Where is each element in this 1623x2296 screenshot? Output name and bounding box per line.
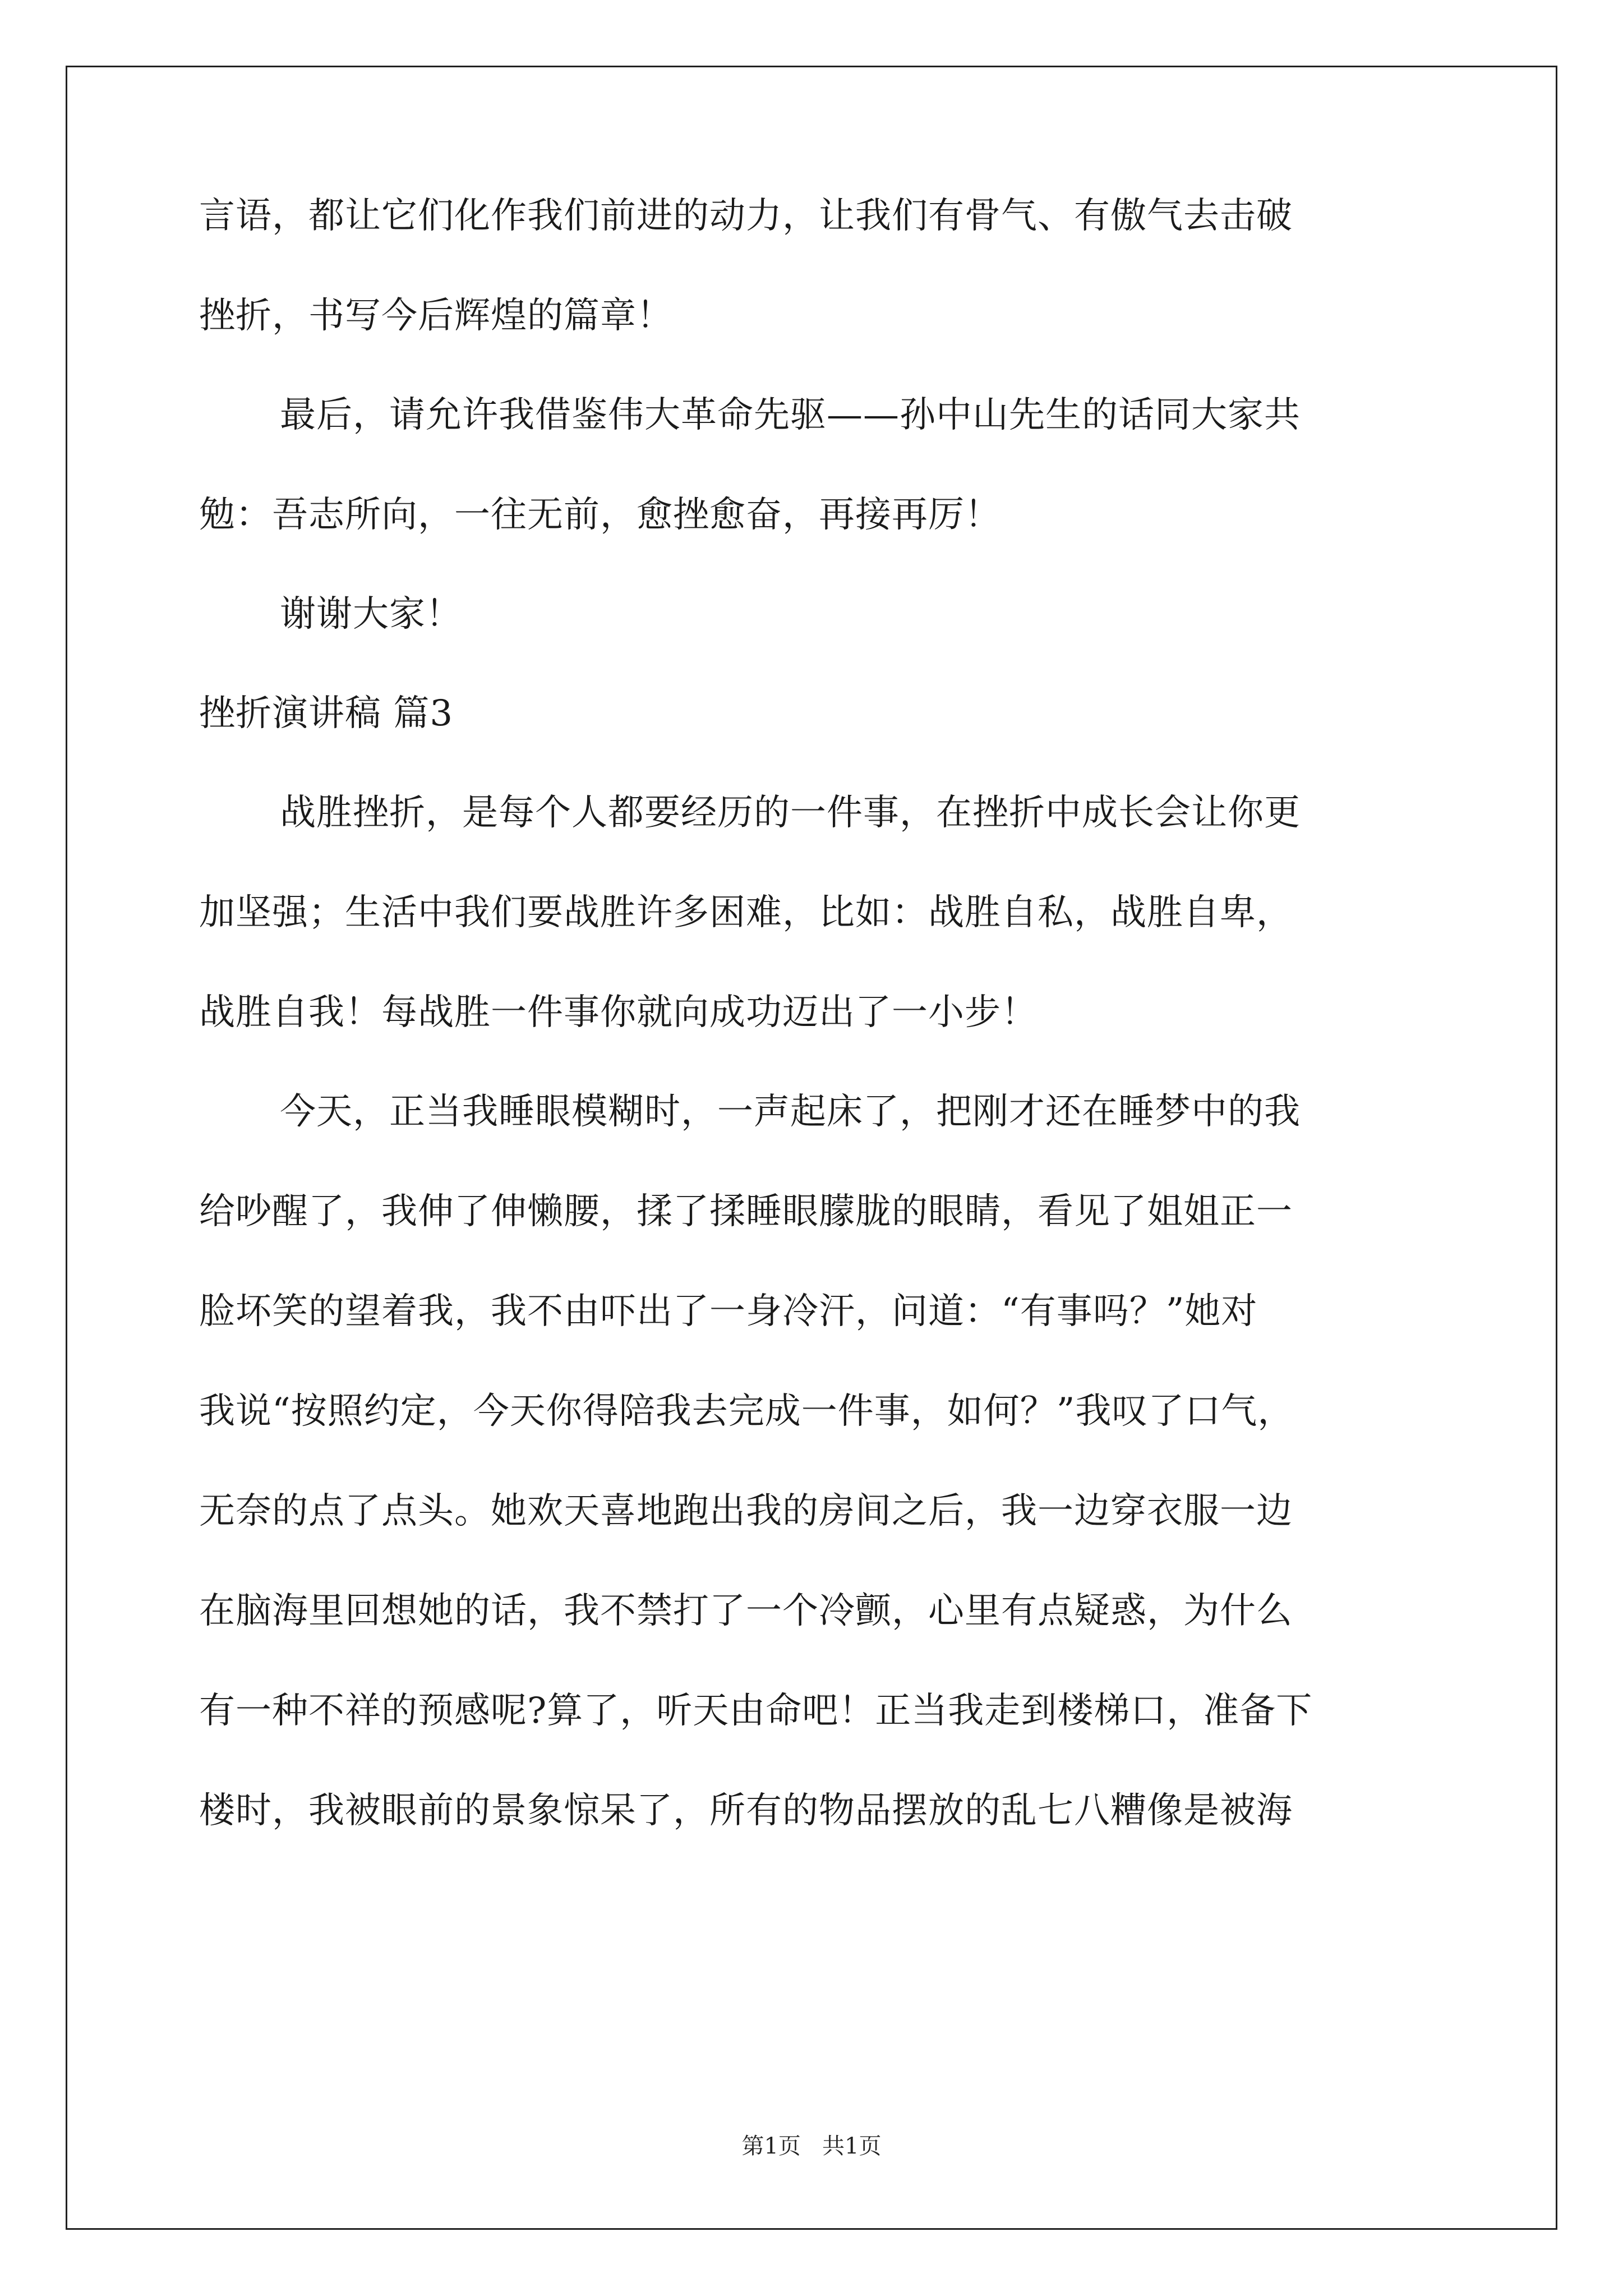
text-line: 我说“按照约定，今天你得陪我去完成一件事，如何？”我叹了口气，: [199, 1391, 1294, 1432]
document-body: [199, 191, 1427, 1836]
text-line: 给吵醒了，我伸了伸懒腰，揉了揉睡眼朦胧的眼睛，看见了姐姐正一: [199, 1191, 1293, 1232]
section-heading: 挫折演讲稿 篇3: [199, 693, 454, 734]
text-line: 战胜挫折，是每个人都要经历的一件事，在挫折中成长会让你更: [280, 792, 1301, 834]
text-line: 言语，都让它们化作我们前进的动力，让我们有骨气、有傲气去击破: [199, 195, 1293, 237]
text-line: 最后，请允许我借鉴伟大革命先驱——孙中山先生的话同大家共: [280, 394, 1301, 436]
text-line: 加坚强；生活中我们要战胜许多困难，比如：战胜自私，战胜自卑，: [199, 892, 1293, 933]
text-line: 战胜自我！每战胜一件事你就向成功迈出了一小步！: [199, 992, 1038, 1033]
text-line: 今天，正当我睡眼模糊时，一声起床了，把刚才还在睡梦中的我: [280, 1091, 1301, 1133]
page-number-footer: 第1页 共1页: [741, 2133, 882, 2159]
text-line: 挫折，书写今后辉煌的篇章！: [199, 295, 673, 337]
text-line: 脸坏笑的望着我，我不由吓出了一身冷汗，问道：“有事吗？”她对: [199, 1291, 1258, 1332]
text-line: 无奈的点了点头。她欢天喜地跑出我的房间之后，我一边穿衣服一边: [199, 1490, 1293, 1532]
text-line: 在脑海里回想她的话，我不禁打了一个冷颤，心里有点疑惑，为什么: [199, 1590, 1293, 1632]
text-line: 有一种不祥的预感呢?算了，听天由命吧！正当我走到楼梯口，准备下: [199, 1690, 1313, 1732]
text-line: 楼时，我被眼前的景象惊呆了，所有的物品摆放的乱七八糟像是被海: [199, 1790, 1293, 1832]
text-line: 勉：吾志所向，一往无前，愈挫愈奋，再接再厉！: [199, 494, 1001, 536]
text-line: 谢谢大家！: [280, 593, 462, 635]
